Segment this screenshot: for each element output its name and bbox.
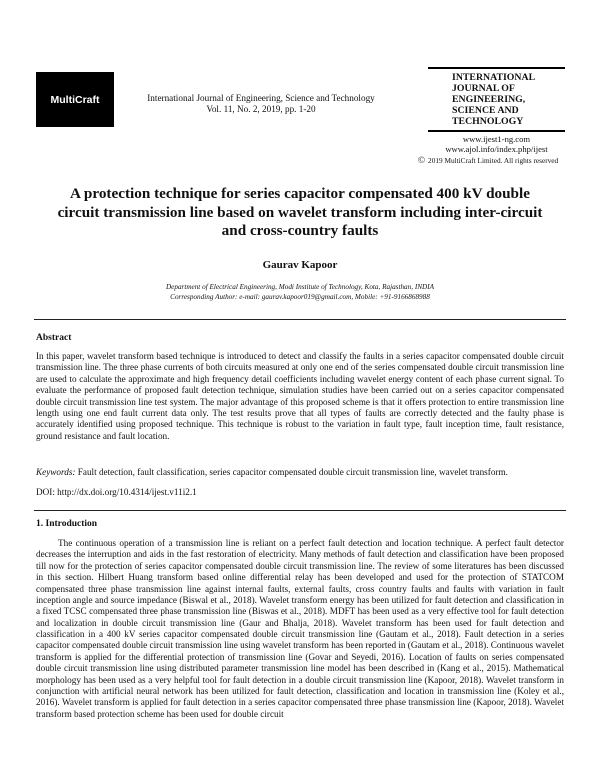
title-line-2: circuit transmission line based on wavelet transform including inter-circuit	[57, 203, 543, 221]
journal-name: International Journal of Engineering, Science and Technology	[147, 93, 375, 103]
keywords-label: Keywords:	[36, 467, 76, 477]
abstract-heading: Abstract	[36, 333, 72, 343]
doi-link[interactable]: DOI: http://dx.doi.org/10.4314/ijest.v11i2.1	[36, 487, 197, 497]
journal-citation	[126, 93, 396, 115]
copyright-icon: ©	[417, 156, 426, 166]
box-title-line: JOURNAL OF	[452, 83, 515, 94]
keywords	[36, 467, 564, 478]
introduction-heading: 1. Introduction	[36, 519, 98, 529]
journal-title-box	[428, 67, 565, 132]
paper-title	[40, 185, 560, 241]
box-title-line: ENGINEERING,	[452, 94, 526, 105]
copyright-notice	[403, 156, 573, 166]
title-line-3: and cross-country faults	[221, 222, 379, 239]
box-title-line: SCIENCE AND	[452, 105, 519, 116]
keywords-text: Fault detection, fault classification, series capacitor compensated double circuit transmission line, wavelet transform.	[77, 467, 508, 477]
publisher-logo	[36, 72, 114, 127]
abstract-text: In this paper, wavelet transform based technique is introduced to detect and classify the faults in a series capacitor compensated double circuit transmission line. The three phase currents of both circuits measured at only one end of the series compensated double circuit transmission line are used to calculate the approximate and high frequency detail coefficients including wavelet energy content of each phase current signal. To evaluate the performance of proposed fault detection technique, simulation studies have been carried out on a series capacitor compensated double circuit transmission line test system. The major advantage of this proposed scheme is that it offers protection to entire transmission line length using one end fault current data only. The test results prove that all types of faults are correctly detected and the faulty phase is accurately identified using proposed technique. This technique is robust to the variation in fault type, fault inception time, fault resistance, ground resistance and fault location.	[36, 351, 564, 441]
author-affiliation-block	[40, 282, 560, 302]
box-title-line: TECHNOLOGY	[452, 116, 524, 127]
corresponding-author: Corresponding Author: e-mail: gaurav.kapoor019@gmail.com, Mobile: +91-9166868988	[170, 293, 430, 301]
journal-url-2[interactable]: www.ajol.info/index.php/ijest	[445, 144, 548, 155]
journal-volume: Vol. 11, No. 2, 2019, pp. 1-20	[206, 104, 316, 114]
journal-url-1[interactable]: www.ijest1-ng.com	[462, 134, 531, 144]
introduction-text: The continuous operation of a transmission line is reliant on a perfect fault detection and location technique. A perfect fault detector decreases the interruption and aids in the fast restoration of electricity. Many methods of fault detection and classification have been proposed till now for the protection of series capacitor compensated double circuit transmission line. The review of some literatures has been discussed in this section. Hilbert Huang transform based online differential relay has been developed and used for the protection of STATCOM compensated three phase transmission line against internal faults, external faults, cross country faults and faults with variation in fault inception angle and source impedance (Biswal et al., 2018). Wavelet transform energy has been utilized for fault detection and classification in a fixed TCSC compensated three phase transmission line (Biswas et al., 2018). MDFT has been used as a very effective tool for fault detection and localization in double circuit transmission line (Gaur and Bhalja, 2018). Wavelet transform has been used for fault detection and classification in a 400 kV series capacitor compensated double circuit transmission line (Gautam et al., 2018). Fault detection in a series capacitor compensated double circuit transmission line using wavelet transform has been reported in (Gautam et al., 2018). Continuous wavelet transform is applied for the differential protection of transmission line (Govar and Seyedi, 2016). Location of faults on series compensated double circuit transmission line using distributed parameter transmission line model has been described in (Kang et al., 2015). Mathematical morphology has been used as a very helpful tool for fault detection in a double circuit transmission line (Kapoor, 2018). Wavelet transform in conjunction with artificial neural network has been utilized for fault detection, classification and location in transmission line (Koley et al., 2016). Wavelet transform is applied for fault detection in a series capacitor compensated three phase transmission line (Kapoor, 2018). Wavelet transform based protection scheme has been used for double circuit	[36, 538, 564, 719]
divider	[34, 510, 566, 511]
box-title-line: INTERNATIONAL	[452, 72, 536, 83]
journal-links	[428, 134, 565, 155]
divider	[34, 319, 566, 320]
author-name: Gaurav Kapoor	[262, 259, 338, 271]
copyright-text: 2019 MultiCraft Limited. All rights reserved	[428, 156, 559, 165]
title-line-1: A protection technique for series capacitor compensated 400 kV double	[70, 185, 530, 202]
logo-text: MultiCraft	[50, 93, 100, 106]
affiliation: Department of Electrical Engineering, Modi Institute of Technology, Kota, Rajasthan, INDIA	[165, 283, 435, 291]
